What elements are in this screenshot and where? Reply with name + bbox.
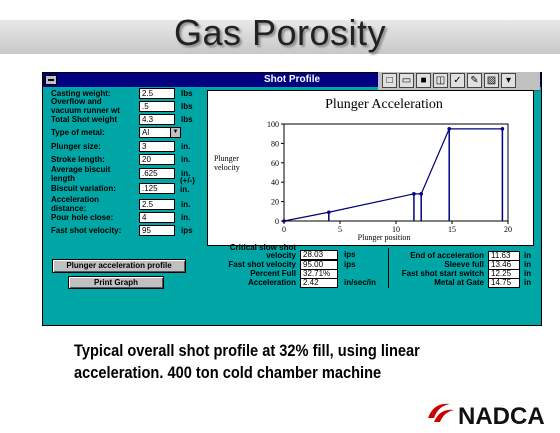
x-tick-label: 5 bbox=[338, 225, 342, 234]
velocity-point bbox=[327, 210, 331, 214]
field-label: Plunger size: bbox=[51, 142, 101, 151]
overflow-runner-input[interactable]: .5 bbox=[139, 101, 175, 112]
check-icon[interactable]: ✓ bbox=[450, 73, 465, 88]
stat-unit: ips bbox=[344, 260, 356, 269]
fast-shot-velocity-value: 95.00 bbox=[300, 260, 338, 270]
slide-caption bbox=[74, 340, 470, 384]
chart-x-axis-label: Plunger position bbox=[357, 233, 411, 242]
print-graph-button[interactable]: Print Graph bbox=[68, 276, 164, 289]
book-icon[interactable]: ▨ bbox=[484, 73, 499, 88]
stat-unit: in bbox=[524, 260, 532, 269]
chart-panel bbox=[207, 90, 534, 246]
caption-line-2: acceleration. 400 ton cold chamber machine bbox=[74, 363, 382, 382]
fast-shot-start-switch-value: 12.25 bbox=[488, 269, 520, 279]
chart-y-axis-label-line: velocity bbox=[214, 163, 240, 172]
casting-weight-input[interactable]: 2.5 bbox=[139, 88, 175, 99]
critical-slow-shot-value: 28.03 bbox=[300, 250, 338, 260]
field-label: Type of metal: bbox=[51, 128, 105, 137]
stat-unit: in bbox=[524, 269, 532, 278]
field-label: Biscuit variation: bbox=[51, 184, 116, 193]
slide-title bbox=[0, 6, 560, 56]
acceleration-distance-input[interactable]: 2.5 bbox=[139, 199, 175, 210]
field-unit: in. bbox=[181, 169, 191, 178]
percent-full-label: Percent Full bbox=[250, 269, 296, 278]
chart-y-axis-label bbox=[214, 154, 240, 172]
velocity-series-line bbox=[284, 129, 502, 221]
field-label: Total Shot weight bbox=[51, 115, 118, 124]
field-label: Average biscuit length bbox=[51, 165, 111, 183]
field-label: Overflow and vacuum runner wt bbox=[51, 97, 120, 115]
biscuit-variation-input[interactable]: .125 bbox=[139, 183, 175, 194]
sleeve-full-value: 13.46 bbox=[488, 260, 520, 270]
field-label: Acceleration distance: bbox=[51, 195, 100, 213]
velocity-point bbox=[282, 219, 286, 223]
toolbar bbox=[378, 72, 540, 91]
pour-hole-close-input[interactable]: 4 bbox=[139, 212, 175, 223]
field-unit: in. bbox=[181, 213, 191, 222]
nadca-logo bbox=[424, 398, 554, 428]
velocity-point bbox=[501, 127, 505, 131]
caption-line-1: Typical overall shot profile at 32% fill, using linear bbox=[74, 341, 420, 360]
end-of-acceleration-label: End of acceleration bbox=[410, 251, 484, 260]
stroke-length-input[interactable]: 20 bbox=[139, 154, 175, 165]
field-label: Stroke length: bbox=[51, 155, 105, 164]
field-unit: lbs bbox=[181, 89, 193, 98]
biscuit-length-input[interactable]: .625 bbox=[139, 168, 175, 179]
y-tick-label: 100 bbox=[267, 120, 279, 129]
chart-title: Plunger Acceleration bbox=[325, 97, 443, 112]
y-tick-label: 60 bbox=[271, 158, 279, 168]
save-icon[interactable]: ■ bbox=[416, 73, 431, 88]
field-unit: in. bbox=[181, 200, 191, 209]
stat-unit: ips bbox=[344, 250, 356, 259]
field-unit: in. bbox=[181, 142, 191, 151]
dropdown-icon[interactable]: ▾ bbox=[501, 73, 516, 88]
metal-at-gate-label: Metal at Gate bbox=[434, 278, 484, 287]
plunger-size-input[interactable]: 3 bbox=[139, 141, 175, 152]
metal-type-value: Al bbox=[142, 128, 150, 137]
acceleration-value: 2.42 bbox=[300, 278, 338, 288]
acceleration-label: Acceleration bbox=[247, 278, 296, 287]
stat-unit: in bbox=[524, 251, 532, 260]
plunger-acceleration-profile-button[interactable]: Plunger acceleration profile bbox=[52, 259, 186, 273]
chart-y-axis-label-line: Plunger bbox=[214, 154, 239, 163]
field-unit: lbs bbox=[181, 115, 193, 124]
field-label: Fast shot velocity: bbox=[51, 226, 122, 235]
field-unit: ips bbox=[181, 226, 193, 235]
field-label: Pour hole close: bbox=[51, 213, 114, 222]
stats-divider bbox=[388, 248, 389, 288]
new-icon[interactable]: □ bbox=[382, 73, 397, 88]
velocity-point bbox=[419, 192, 423, 196]
fast-shot-velocity-input[interactable]: 95 bbox=[139, 225, 175, 236]
velocity-point bbox=[447, 127, 451, 131]
end-of-acceleration-value: 11.63 bbox=[488, 251, 520, 261]
velocity-point bbox=[412, 192, 416, 196]
field-label: Casting weight: bbox=[51, 89, 111, 98]
percent-full-value: 32.71% bbox=[300, 269, 338, 279]
fast-shot-velocity-label: Fast shot velocity bbox=[228, 260, 296, 269]
chart-plot-frame bbox=[284, 124, 508, 221]
x-tick-label: 10 bbox=[392, 225, 400, 234]
stat-unit: in/sec/in bbox=[344, 278, 377, 287]
metal-at-gate-value: 14.75 bbox=[488, 278, 520, 288]
x-tick-label: 15 bbox=[448, 225, 456, 234]
y-tick-label: 80 bbox=[271, 139, 279, 149]
stat-unit: in bbox=[524, 278, 532, 287]
critical-slow-shot-label: Critical slow shot velocity bbox=[229, 243, 296, 260]
y-tick-label: 0 bbox=[275, 217, 279, 226]
field-unit: in. bbox=[181, 155, 191, 164]
x-tick-label: 0 bbox=[282, 225, 286, 234]
logo-text: NADCA bbox=[458, 403, 545, 428]
window-title: Shot Profile bbox=[263, 74, 321, 85]
sleeve-full-label: Sleeve full bbox=[444, 260, 484, 269]
y-tick-label: 40 bbox=[271, 178, 279, 188]
x-tick-label: 20 bbox=[504, 225, 512, 234]
slide-title-text: Gas Porosity bbox=[173, 12, 387, 53]
edit-icon[interactable]: ✎ bbox=[467, 73, 482, 88]
print-icon[interactable]: ◫ bbox=[433, 73, 448, 88]
field-unit: lbs bbox=[181, 102, 193, 111]
logo-icon bbox=[424, 398, 554, 428]
field-unit: (+/-) in. bbox=[180, 176, 195, 194]
total-shot-weight-input[interactable]: 4.3 bbox=[139, 114, 175, 125]
plunger-acceleration-chart bbox=[208, 91, 533, 245]
fast-shot-start-switch-label: Fast shot start switch bbox=[401, 269, 484, 278]
metal-type-select[interactable] bbox=[139, 127, 181, 138]
y-tick-label: 20 bbox=[271, 197, 279, 207]
chevron-down-icon[interactable]: ▼ bbox=[170, 128, 180, 137]
open-icon[interactable]: ▭ bbox=[399, 73, 414, 88]
